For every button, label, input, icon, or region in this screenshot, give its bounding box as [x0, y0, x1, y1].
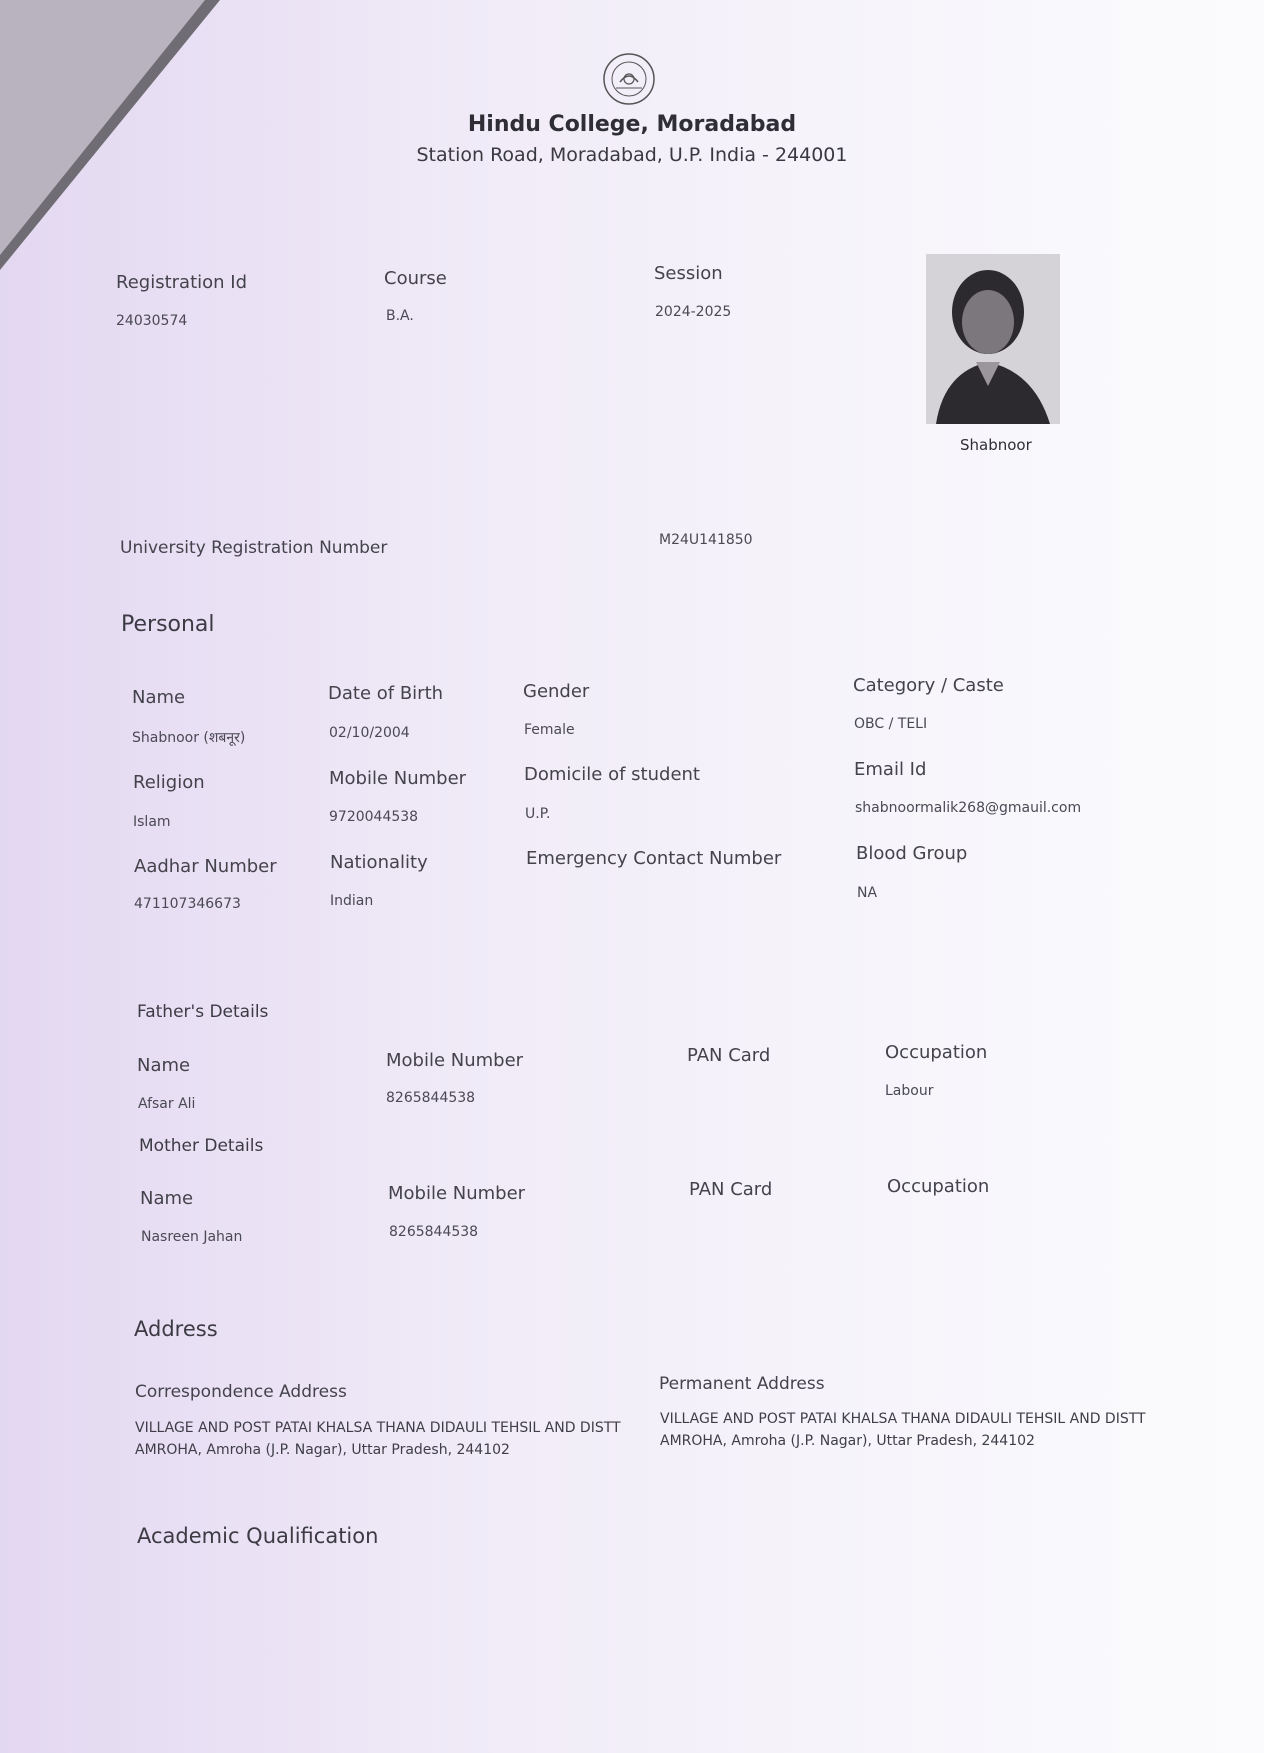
email-label: Email Id [854, 759, 927, 780]
dob-label: Date of Birth [328, 683, 444, 704]
college-seal-icon [602, 52, 656, 106]
mobile-label: Mobile Number [329, 768, 467, 789]
father-name-value: Afsar Ali [138, 1096, 196, 1112]
mother-pan-label: PAN Card [689, 1179, 773, 1200]
nationality-label: Nationality [330, 852, 428, 873]
mother-name-value: Nasreen Jahan [141, 1229, 243, 1245]
aadhar-value: 471107346673 [134, 896, 241, 912]
category-value: OBC / TELI [854, 716, 928, 732]
photo-caption: Shabnoor [960, 436, 1032, 454]
correspondence-value: VILLAGE AND POST PATAI KHALSA THANA DIDAULI TEHSIL AND DISTT AMROHA, Amroha (J.P. Nagar), Uttar Pradesh, 244102 [135, 1420, 621, 1458]
email-value: shabnoormalik268@gmauil.com [855, 800, 1082, 816]
academic-heading: Academic Qualification [137, 1524, 379, 1548]
religion-label: Religion [133, 772, 205, 793]
session-value: 2024-2025 [655, 304, 732, 320]
university-reg-value: M24U141850 [659, 532, 753, 548]
name-value: Shabnoor (शबनूर) [132, 730, 246, 746]
father-pan-label: PAN Card [687, 1045, 771, 1066]
university-reg-label: University Registration Number [120, 538, 388, 558]
mobile-value: 9720044538 [329, 809, 419, 825]
domicile-label: Domicile of student [524, 764, 700, 785]
category-label: Category / Caste [853, 675, 1004, 696]
student-photo [926, 254, 1060, 424]
domicile-value: U.P. [525, 806, 551, 822]
mother-mobile-label: Mobile Number [388, 1183, 526, 1204]
registration-id-value: 24030574 [116, 313, 188, 329]
course-label: Course [384, 268, 447, 289]
father-occupation-label: Occupation [885, 1042, 988, 1063]
address-heading: Address [134, 1317, 218, 1341]
nationality-value: Indian [330, 893, 374, 909]
personal-heading: Personal [121, 612, 215, 637]
religion-value: Islam [133, 814, 171, 830]
father-mobile-label: Mobile Number [386, 1050, 524, 1071]
gender-value: Female [524, 722, 575, 738]
session-label: Session [654, 263, 723, 284]
permanent-label: Permanent Address [659, 1374, 825, 1394]
father-mobile-value: 8265844538 [386, 1090, 476, 1106]
father-occupation-value: Labour [885, 1083, 934, 1099]
college-name: Hindu College, Moradabad [467, 112, 797, 137]
name-label: Name [132, 687, 186, 708]
father-name-label: Name [137, 1055, 191, 1076]
blood-group-label: Blood Group [856, 843, 968, 864]
course-value: B.A. [386, 308, 414, 324]
mother-heading: Mother Details [139, 1136, 264, 1156]
mother-mobile-value: 8265844538 [389, 1224, 479, 1240]
student-photo-icon [926, 254, 1060, 424]
gender-label: Gender [523, 681, 590, 702]
emergency-label: Emergency Contact Number [526, 848, 782, 869]
registration-id-label: Registration Id [116, 272, 248, 293]
mother-occupation-label: Occupation [887, 1176, 990, 1197]
college-address: Station Road, Moradabad, U.P. India - 244001 [416, 144, 848, 166]
dob-value: 02/10/2004 [329, 725, 410, 741]
father-heading: Father's Details [137, 1002, 269, 1022]
correspondence-label: Correspondence Address [135, 1382, 347, 1402]
permanent-value: VILLAGE AND POST PATAI KHALSA THANA DIDAULI TEHSIL AND DISTT AMROHA, Amroha (J.P. Nagar), Uttar Pradesh, 244102 [660, 1411, 1146, 1449]
blood-group-value: NA [857, 885, 878, 901]
mother-name-label: Name [140, 1188, 194, 1209]
aadhar-label: Aadhar Number [134, 856, 277, 877]
